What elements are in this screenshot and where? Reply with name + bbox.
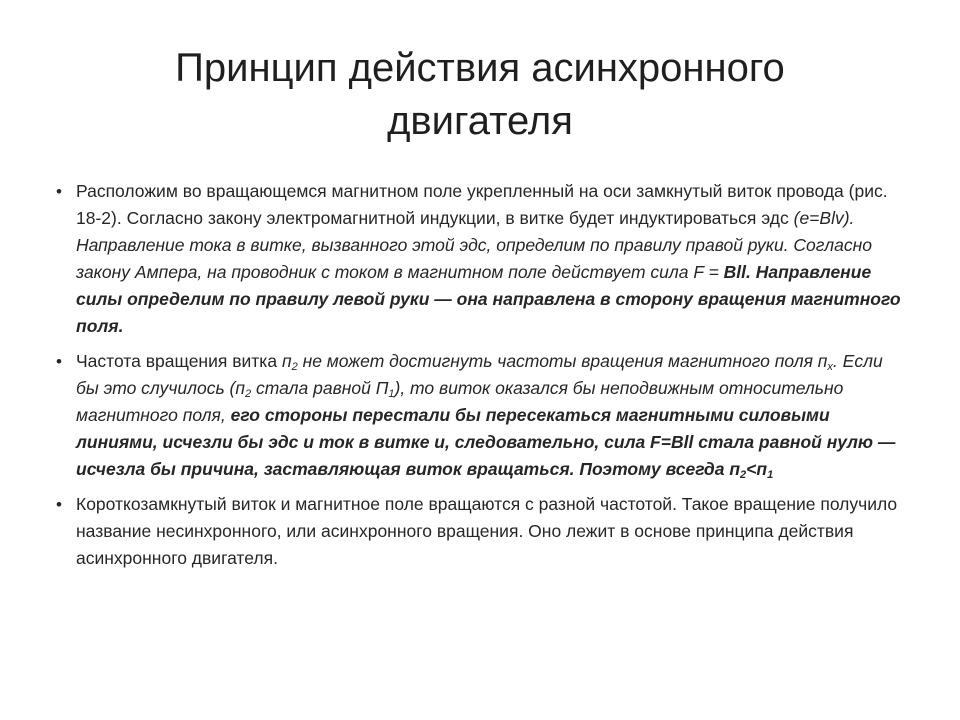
bullet-2-text-italic-a: не может достигнуть частоты вращения магнитного поля $п_х$. Если бы это случилось ($п_2$ стала равной $П_1$), то виток оказался бы неподвижным относительно магнитного поля, — [76, 351, 883, 425]
bullet-item-2 — [56, 348, 908, 483]
bullet-2-n2: $п_2$ — [281, 351, 298, 373]
bullet-marker: • — [56, 352, 62, 371]
bullet-2-text-bold: его стороны перестали бы пересекаться магнитными силовыми линиями, исчезли бы эдс и ток в витке и, следовательно, сила F=Bll стала равной нулю — исчезла бы причина, заставляющая виток вращаться. Поэтому всегда $п_2<п_1$ — [76, 405, 896, 481]
bullet-1-text-formula: F = — [693, 262, 724, 282]
bullet-marker: • — [56, 182, 62, 201]
slide-title — [60, 42, 900, 148]
bullet-item-3 — [56, 491, 908, 572]
slide-title-line-1: Принцип действия асинхронного — [175, 46, 785, 90]
bullet-1-text-italic: (e=Blv). Направление тока в витке, вызванного этой эдс, определим по правилу правой руки. Согласно закону Ампера, на проводник с током в магнитном поле действует сила — [76, 208, 872, 282]
bullet-1-text-bold: Bll. Направление силы определим по правилу левой руки — она направлена в сторону вращения магнитного поля. — [76, 262, 901, 336]
bullet-1-text-plain: Расположим во вращающемся магнитном поле укрепленный на оси замкнутый виток провода (рис. 18-2). Согласно закону электромагнитной индукции, в витке будет индуктироваться эдс — [76, 181, 888, 228]
bullet-3-text-plain: Короткозамкнутый виток и магнитное поле вращаются с разной частотой. Такое вращение получило название несинхронного, или асинхронного вращения. Оно лежит в основе принципа действия асинхронного двигателя. — [76, 494, 898, 568]
bullet-list — [56, 178, 908, 572]
bullet-marker: • — [56, 495, 62, 514]
bullet-item-1 — [56, 178, 908, 340]
slide-title-line-2: двигателя — [387, 99, 573, 143]
bullet-2-text-plain: Частота вращения витка — [76, 351, 282, 371]
